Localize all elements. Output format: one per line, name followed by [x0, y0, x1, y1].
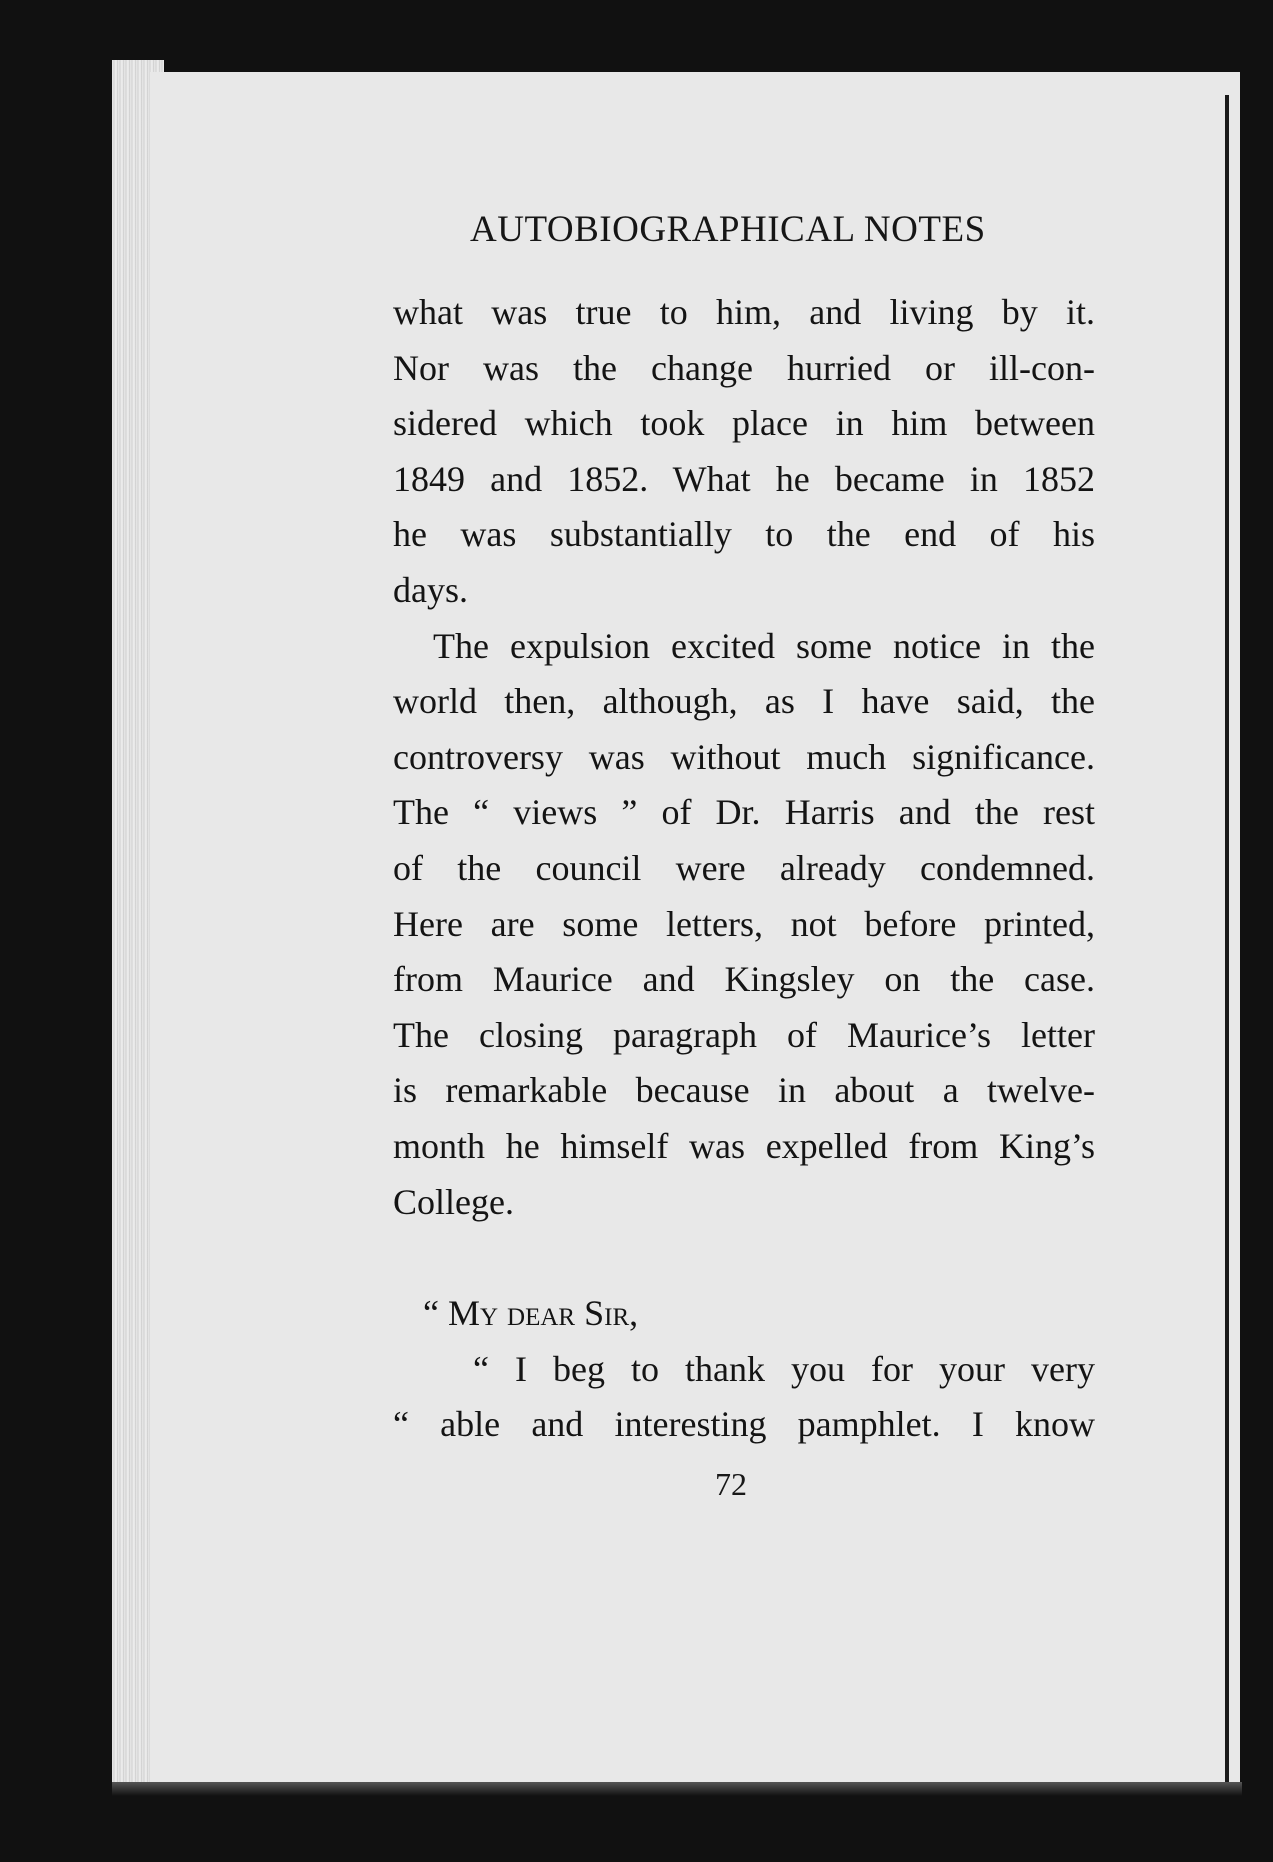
text-line: he was substantially to the end of his: [393, 514, 1095, 555]
text-line: The closing paragraph of Maurice’s letter: [393, 1014, 1095, 1055]
text-line: from Maurice and Kingsley on the case.: [393, 959, 1095, 1000]
text-line: “ I beg to thank you for your very: [473, 1348, 1095, 1389]
text-line: College.: [393, 1181, 514, 1222]
text-line: days.: [393, 569, 468, 610]
body-text: [393, 285, 1095, 1453]
running-head: AUTOBIOGRAPHICAL NOTES: [470, 209, 986, 250]
text-line: controversy was without much significance.: [393, 736, 1095, 777]
text-line: Here are some letters, not before printed,: [393, 903, 1095, 944]
letter-salutation: “ My dear Sir,: [423, 1293, 639, 1334]
text-line: of the council were already condemned.: [393, 847, 1095, 888]
text-line: 1849 and 1852. What he became in 1852: [393, 458, 1095, 499]
text-line: Nor was the change hurried or ill-con-: [393, 347, 1095, 388]
text-line: The “ views ” of Dr. Harris and the rest: [393, 792, 1095, 833]
page-number: 72: [715, 1466, 747, 1502]
bottom-edge-shadow: [112, 1782, 1242, 1796]
text-line: world then, although, as I have said, the: [393, 681, 1095, 722]
text-line: month he himself was expelled from King’s: [393, 1125, 1095, 1166]
text-line: The expulsion excited some notice in the: [433, 625, 1095, 666]
text-line: is remarkable because in about a twelve-: [393, 1070, 1095, 1111]
letter-quote: [393, 1286, 1095, 1453]
text-line: “ able and interesting pamphlet. I know: [393, 1404, 1095, 1445]
text-line: what was true to him, and living by it.: [393, 292, 1095, 332]
paragraph-spacer: [393, 1230, 1095, 1286]
paragraph: [393, 619, 1095, 1231]
gutter-shadow: [1225, 95, 1229, 1795]
text-line: sidered which took place in him between: [393, 403, 1095, 444]
paragraph: [393, 285, 1095, 619]
